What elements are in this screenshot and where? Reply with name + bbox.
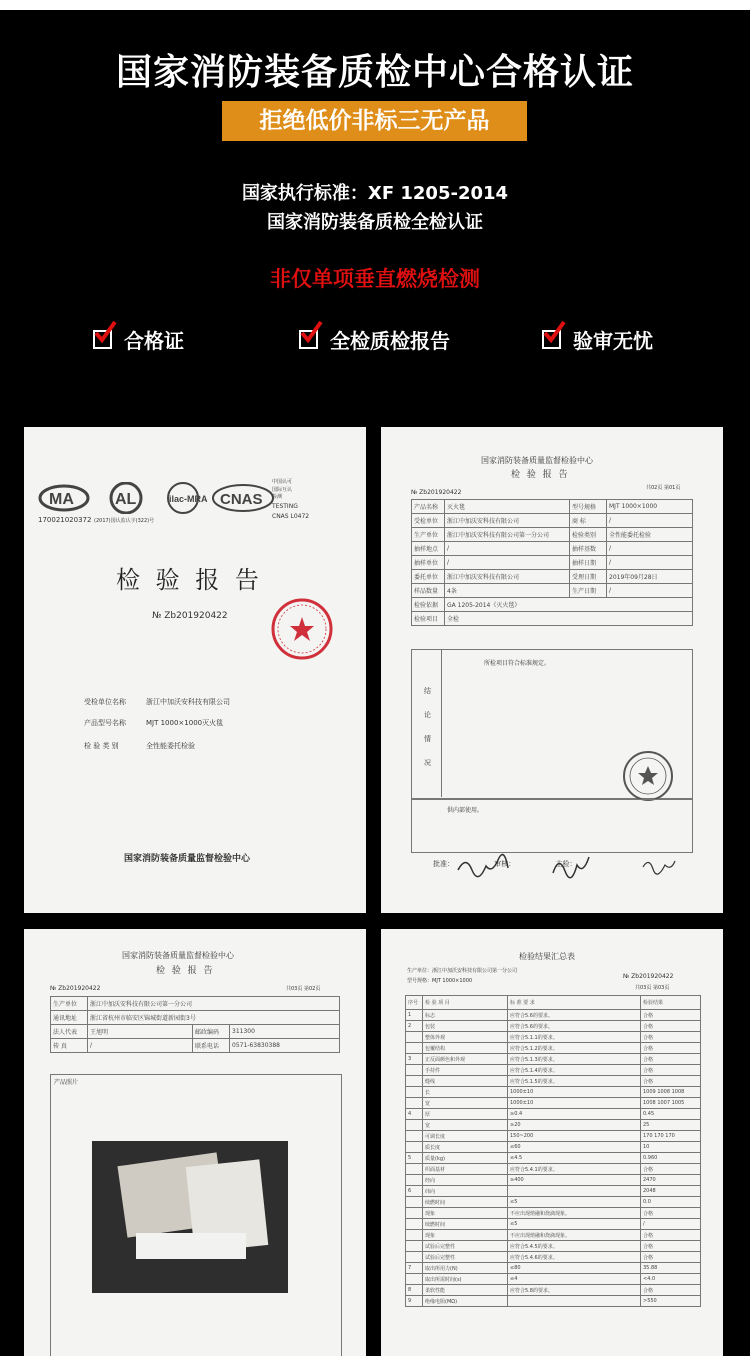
table-row: 产品名称 灭火毯 型号规格 MJT 1000×1000 bbox=[412, 500, 693, 514]
signatures: 批准： 审核： 主检： bbox=[433, 860, 577, 868]
svg-text:MA: MA bbox=[49, 491, 74, 508]
report-cover-image bbox=[24, 427, 366, 913]
standard-line: 国家执行标准：XF 1205-2014 bbox=[241, 183, 509, 204]
doc-number: № Zb201920422 bbox=[50, 985, 101, 992]
table-row: 传 真 / 联系电话 0571-63830388 bbox=[51, 1039, 340, 1053]
handwritten-signatures-icon bbox=[453, 845, 713, 885]
table-row: 长 1000±10 1009 1008 1008 bbox=[406, 1087, 701, 1098]
table-row: 试验后完整性 应符合5.4.5的要求。 合格 bbox=[406, 1241, 701, 1252]
table-row: 抽样单位 / 抽样日期 / bbox=[412, 556, 693, 570]
checkbox-icon bbox=[542, 330, 561, 349]
report-number: № Zb201920422 bbox=[152, 611, 228, 621]
table-row: 通讯地址 浙江省杭州市临安区锦城街道新园街3号 bbox=[51, 1011, 340, 1025]
table-row: 样品数量 4条 生产日期 / bbox=[412, 584, 693, 598]
report-page-1-image bbox=[381, 427, 723, 913]
check-label: 全检质检报告 bbox=[330, 329, 450, 353]
table-row: 法人代表 王旭明 邮政编码 311300 bbox=[51, 1025, 340, 1039]
table-row: 缝线 应符合5.1.5的要求。 合格 bbox=[406, 1076, 701, 1087]
check-item-certificate bbox=[93, 325, 184, 354]
table-row: 委托单位 浙江中加沃安科技有限公司 受理日期 2019年09月28日 bbox=[412, 570, 693, 584]
svg-text:ilac-MRA: ilac-MRA bbox=[169, 494, 208, 504]
doc-title: 检 验 报 告 bbox=[156, 966, 215, 976]
doc-header: 国家消防装备质量监督检验中心 bbox=[122, 951, 234, 960]
table-row: 检验项目 全检 bbox=[412, 612, 693, 626]
table-row: 现象 不应出现熔融和烧滴现象。 合格 bbox=[406, 1208, 701, 1219]
doc-page: 共03页 第03页 bbox=[635, 985, 670, 991]
doc-number: № Zb201920422 bbox=[623, 973, 674, 980]
field-value: MJT 1000×1000灭火毯 bbox=[146, 719, 224, 727]
conclusion-text: 所检项目符合标准规定。 bbox=[484, 660, 551, 667]
check-item-report bbox=[299, 325, 450, 354]
table-row: 包覆结构 应符合5.1.2的要求。 合格 bbox=[406, 1043, 701, 1054]
table-header-row: 序号 检 验 项 目 标 准 要 求 检验结果 bbox=[406, 996, 701, 1010]
table-row: 宽 ≥20 25 bbox=[406, 1120, 701, 1131]
info-table bbox=[50, 996, 340, 1053]
table-row: 试验后完整性 应符合5.4.6的要求。 合格 bbox=[406, 1252, 701, 1263]
doc-page: 共03页 第02页 bbox=[286, 986, 321, 992]
cnas-line: TESTING bbox=[272, 503, 298, 510]
table-row: 质长度 ≤60 10 bbox=[406, 1142, 701, 1153]
table-row: 5 质量(kg) ≤4.5 0.960 bbox=[406, 1153, 701, 1164]
logo-sub: (2017)国认监认字(322)号 bbox=[94, 518, 155, 524]
cnas-line: CNAS L0472 bbox=[272, 513, 310, 520]
table-row: 续燃时间 ≤5 0.0 bbox=[406, 1197, 701, 1208]
doc-title: 检 验 报 告 bbox=[511, 470, 570, 480]
table-row: 生产单位 浙江中加沃安科技有限公司第一分公司 bbox=[51, 997, 340, 1011]
red-line: 非仅单项垂直燃烧检测 bbox=[270, 267, 480, 291]
table-row: 1 标志 应符合5.6的要求。 合格 bbox=[406, 1010, 701, 1021]
table-row: 抽样地点 / 抽样基数 / bbox=[412, 542, 693, 556]
check-item-worry-free bbox=[542, 325, 653, 354]
table-row: 6 纬向 2048 bbox=[406, 1186, 701, 1197]
table-row: 8 柔软性能 应符合5.8的要求。 合格 bbox=[406, 1285, 701, 1296]
check-label: 验审无忧 bbox=[573, 329, 653, 353]
table-row: 检验依据 GA 1205-2014《灭火毯》 bbox=[412, 598, 693, 612]
checkbox-icon bbox=[93, 330, 112, 349]
logo-code: 170021020372 bbox=[38, 516, 92, 524]
field-value: 全性能委托检验 bbox=[146, 742, 195, 750]
results-table bbox=[405, 995, 701, 1307]
results-summary-image bbox=[381, 929, 723, 1356]
red-seal-icon bbox=[270, 597, 334, 661]
table-row: 取出所需时间(s) ≤4 <4.0 bbox=[406, 1274, 701, 1285]
side-label: 况 bbox=[424, 759, 431, 767]
svg-text:CNAS: CNAS bbox=[220, 491, 263, 508]
model: 型号规格：MJT 1000×1000 bbox=[407, 978, 473, 984]
table-row: 手持件 应符合5.1.4的要求。 合格 bbox=[406, 1065, 701, 1076]
table-row: 经向 ≥400 2470 bbox=[406, 1175, 701, 1186]
stamp-icon bbox=[621, 749, 675, 803]
table-row: 整体外观 应符合5.1.1的要求。 合格 bbox=[406, 1032, 701, 1043]
field-label: 受检单位名称 bbox=[84, 698, 126, 706]
doc-header: 国家消防装备质量监督检验中心 bbox=[481, 456, 593, 465]
table-row: 现象 不应出现熔融和烧滴现象。 合格 bbox=[406, 1230, 701, 1241]
product-label bbox=[136, 1233, 246, 1259]
cnas-line: 中国认可 bbox=[272, 479, 293, 485]
table-row: 2 包装 应符合5.6的要求。 合格 bbox=[406, 1021, 701, 1032]
table-row: 3 正反面颜色和外观 应符合5.1.3的要求。 合格 bbox=[406, 1054, 701, 1065]
table-row: 受检单位 浙江中加沃安科技有限公司 商 标 / bbox=[412, 514, 693, 528]
certification-logos-icon bbox=[38, 482, 288, 514]
report-title: 检 验 报 告 bbox=[116, 566, 263, 594]
report-page-2-image bbox=[24, 929, 366, 1356]
side-label: 结 bbox=[424, 687, 431, 695]
doc-number: № Zb201920422 bbox=[411, 489, 462, 496]
photo-label: 产品照片 bbox=[54, 1079, 79, 1086]
page-title: 国家消防装备质检中心合格认证 bbox=[115, 52, 634, 93]
side-label: 情 bbox=[424, 735, 431, 743]
table-row: 可调长度 150~200 170 170 170 bbox=[406, 1131, 701, 1142]
side-label: 论 bbox=[424, 711, 431, 719]
cnas-line: 检测 bbox=[272, 494, 283, 500]
table-row: 续燃时间 ≤5 / bbox=[406, 1219, 701, 1230]
field-value: 浙江中加沃安科技有限公司 bbox=[146, 698, 230, 706]
cnas-line: 国际互认 bbox=[272, 487, 293, 493]
doc-title: 检验结果汇总表 bbox=[519, 952, 575, 961]
divider bbox=[441, 649, 442, 797]
table-row: 宽 1000±10 1008 1007 1005 bbox=[406, 1098, 701, 1109]
table-row: 7 取出所用力(N) ≤80 35.88 bbox=[406, 1263, 701, 1274]
cert-line: 国家消防装备质检全检认证 bbox=[267, 212, 483, 233]
banner: 拒绝低价非标三无产品 bbox=[222, 101, 527, 141]
field-label: 检 验 类 别 bbox=[84, 742, 119, 750]
top-white-strip bbox=[0, 0, 750, 10]
checkbox-icon bbox=[299, 330, 318, 349]
svg-text:AL: AL bbox=[115, 491, 137, 508]
table-row: 生产单位 浙江中加沃安科技有限公司第一分公司 检验类别 全性能委托检验 bbox=[412, 528, 693, 542]
check-label: 合格证 bbox=[124, 329, 184, 353]
table-row: 4 厚 ≥0.4 0.45 bbox=[406, 1109, 701, 1120]
doc-footer: 国家消防装备质量监督检验中心 bbox=[124, 854, 251, 864]
table-row: 织面基材 应符合5.4.1的要求。 合格 bbox=[406, 1164, 701, 1175]
doc-page: 共02页 第01页 bbox=[646, 485, 681, 491]
table-row: 9 绝缘电阻(MΩ) >550 bbox=[406, 1296, 701, 1307]
product-photo bbox=[92, 1141, 288, 1293]
producer: 生产单位：浙江中加沃安科技有限公司第一分公司 bbox=[407, 968, 518, 974]
field-label: 产品型号名称 bbox=[84, 719, 126, 727]
report-table bbox=[411, 499, 693, 626]
note-text: 供内部使用。 bbox=[447, 807, 484, 814]
